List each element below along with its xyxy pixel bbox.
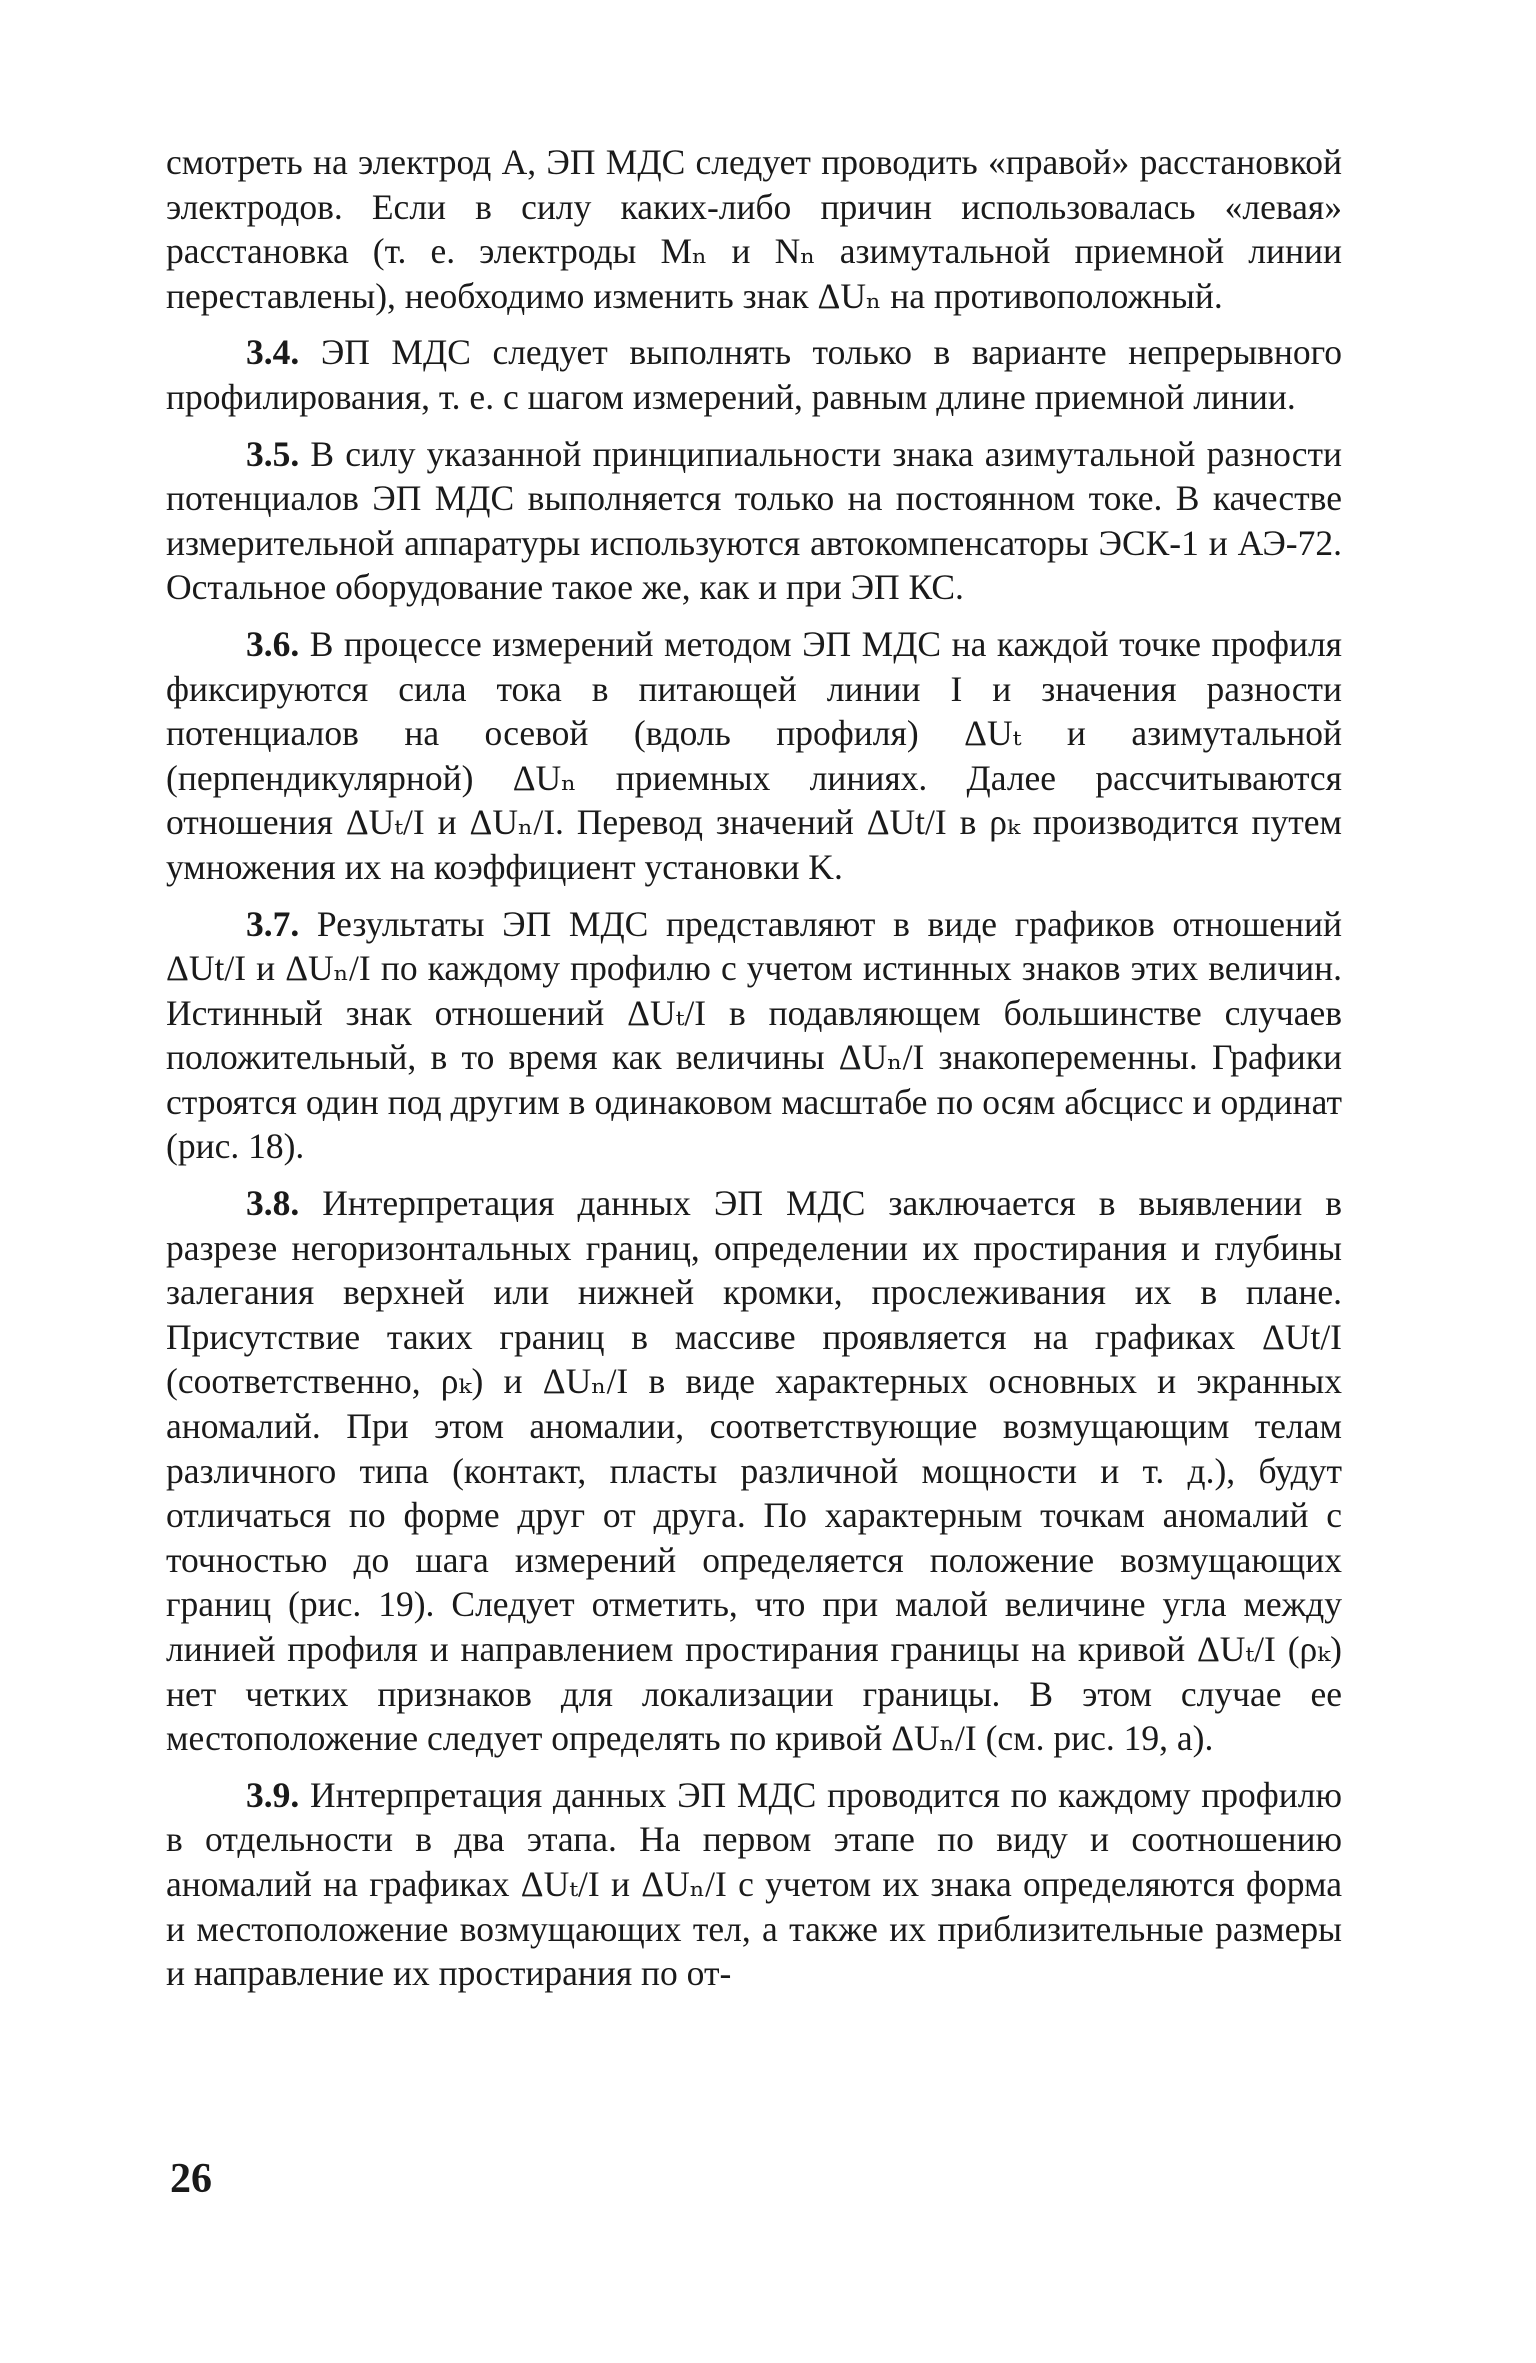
paragraph-3-4 xyxy=(166,330,1342,419)
paragraph-number: 3.9. xyxy=(246,1774,300,1815)
document-page xyxy=(166,140,1342,1996)
paragraph-number: 3.6. xyxy=(246,623,300,664)
paragraph-text: В процессе измерений методом ЭП МДС на каждой точке профиля фиксируются сила тока в питающей линии I и значения разности потенциалов на осевой (вдоль профиля) ΔUₜ и азимутальной (перпендикулярной) ΔUₙ приемных линиях. Далее рассчитываются отношения ΔUₜ/I и ΔUₙ/I. Перевод значений ΔUt/I в ρₖ производится путем умножения их на коэффициент установки K. xyxy=(166,623,1343,887)
paragraph-text: смотреть на электрод A, ЭП МДС следует проводить «правой» расстановкой электродов. Если в силу каких-либо причин использовалась «левая» расстановка (т. е. электроды Mₙ и Nₙ азимутальной приемной линии переставлены), необходимо изменить знак ΔUₙ на противоположный. xyxy=(166,142,1342,316)
paragraph-text: ЭП МДС следует выполнять только в варианте непрерывного профилирования, т. е. с шагом измерений, равным длине приемной линии. xyxy=(166,332,1343,417)
paragraph-text: В силу указанной принципиальности знака азимутальной разности потенциалов ЭП МДС выполняется только на постоянном токе. В качестве измерительной аппаратуры используются автокомпенсаторы ЭСК-1 и АЭ-72. Остальное оборудование такое же, как и при ЭП КС. xyxy=(166,433,1342,608)
paragraph-3-6 xyxy=(166,622,1342,890)
page-number: 26 xyxy=(170,2156,212,2202)
paragraph-continuation xyxy=(166,140,1342,318)
paragraph-3-8 xyxy=(166,1181,1342,1761)
paragraph-number: 3.8. xyxy=(246,1183,300,1224)
paragraph-text: Результаты ЭП МДС представляют в виде графиков отношений ΔUt/I и ΔUₙ/I по каждому профилю с учетом истинных знаков этих величин. Истинный знак отношений ΔUₜ/I в подавляющем большинстве случаев положительный, в то время как величины ΔUₙ/I знакопеременны. Графики строятся один под другим в одинаковом масштабе по осям абсцисс и ординат (рис. 18). xyxy=(166,903,1342,1167)
paragraph-3-7 xyxy=(166,902,1342,1170)
paragraph-number: 3.4. xyxy=(246,332,300,373)
paragraph-3-5 xyxy=(166,432,1342,610)
paragraph-number: 3.5. xyxy=(246,433,300,474)
paragraph-text: Интерпретация данных ЭП МДС проводится по каждому профилю в отдельности в два этапа. На первом этапе по виду и соотношению аномалий на графиках ΔUₜ/I и ΔUₙ/I с учетом их знака определяются форма и местоположение возмущающих тел, а также их приблизительные размеры и направление их простирания по от- xyxy=(166,1774,1342,1994)
paragraph-number: 3.7. xyxy=(246,903,300,944)
paragraph-3-9 xyxy=(166,1773,1342,1996)
paragraph-text: Интерпретация данных ЭП МДС заключается в выявлении в разрезе негоризонтальных границ, определении их простирания и глубины залегания верхней или нижней кромки, прослеживания их в плане. Присутствие таких границ в массиве проявляется на графиках ΔUt/I (соответственно, ρₖ) и ΔUₙ/I в виде характерных основных и экранных аномалий. При этом аномалии, соответствующие возмущающим телам различного типа (контакт, пласты различной мощности и т. д.), будут отличаться по форме друг от друга. По характерным точкам аномалий с точностью до шага измерений определяется положение возмущающих границ (рис. 19). Следует отметить, что при малой величине угла между линией профиля и направлением простирания границы на кривой ΔUₜ/I (ρₖ) нет четких признаков для локализации границы. В этом случае ее местоположение следует определять по кривой ΔUₙ/I (см. рис. 19, a). xyxy=(166,1183,1342,1759)
